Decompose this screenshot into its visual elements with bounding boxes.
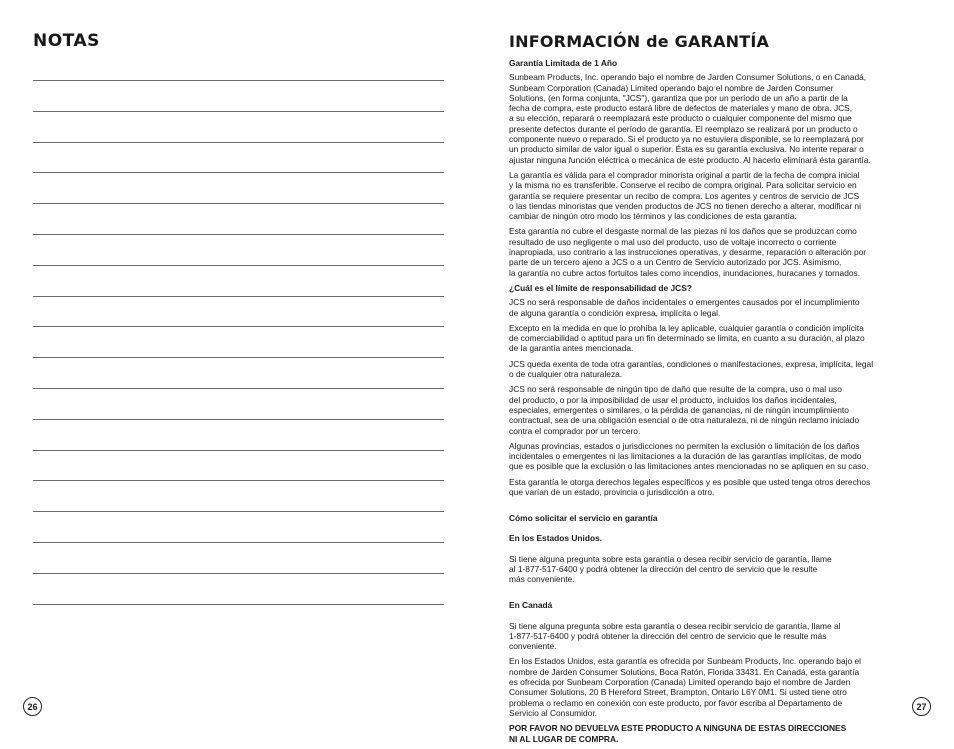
note-line <box>33 172 444 203</box>
warranty-title: INFORMACIÓN de GARANTÍA <box>509 32 770 51</box>
warranty-paragraph: Sunbeam Products, Inc. operando bajo el nombre de Jarden Consumer Solutions, o en Canadá, Sunbeam Corporation (Canada) Limited operando bajo el nombre de Jarden Consumer Solutions, (en forma conjunta, "JCS"), garantiza que por un período de un año a partir de la fecha de compra, este producto estará libre de defectos de materiales y mano de obra. JCS, a su elección, reparará o reemplazará este producto o cualquier componente del mismo que presente defectos durante el período de garantía. El reemplazo se realizará por un producto o componente nuevo o reparado. Si el producto ya no estuviera disponible, se lo reemplazará por un producto similar de valor igual o superior. Ésta es su garantía exclusiva. No intente reparar o ajustar ninguna función eléctrica o mecánica de este producto. Al hacerlo elimínará ésta garantía. <box>509 72 871 165</box>
note-line <box>33 326 444 357</box>
note-line <box>33 480 444 511</box>
note-line <box>33 604 444 605</box>
canada-service-text: Si tiene alguna pregunta sobre esta garantía o desea recibir servicio de garantía, llame al 1-877-517-6400 y podrá obtener la dirección del centro de servicio que le resulte más conveniente. <box>509 620 841 652</box>
note-line <box>33 419 444 450</box>
liability-heading: ¿Cuál es el límite de responsabilidad de JCS? <box>509 282 692 293</box>
warranty-paragraph: JCS no será responsable de daños incidentales o emergentes causados por el incumplimiento de alguna garantía o condición expresa, implícita o legal. <box>509 297 860 318</box>
warranty-paragraph: Excepto en la medida en que lo prohíba la ley aplicable, cualquier garantía o condición implícita de comerciabilidad o aptitud para un fin determinado se limita, en cuanto a su duración, al plazo de la garantía antes mencionada. <box>509 322 865 354</box>
warranty-paragraph: La garantía es válida para el comprador minorista original a partir de la fecha de compra inicial y la misma no es transferible. Conserve el recibo de compra original. Para solicitar servicio en garantía se requiere presentar un recibo de compra. Los agentes y centros de servicio de JCS o las tiendas minoristas que venden productos de JCS no tienen derecho a alterar, modificar ni cambiar de ningún otro modo los términos y las condiciones de esta garantía. <box>509 169 861 222</box>
notes-page <box>0 0 477 738</box>
canada-heading: En Canadá <box>509 599 553 610</box>
note-line <box>33 80 444 111</box>
note-line <box>33 573 444 604</box>
warranty-subtitle: Garantía Limitada de 1 Año <box>509 58 618 68</box>
us-service-text: Si tiene alguna pregunta sobre esta garantía o desea recibir servicio de garantía, llame al 1-877-517-6400 y podrá obtener la dirección del centro de servicio que le resulte más conveniente. <box>509 553 832 585</box>
return-notice: POR FAVOR NO DEVUELVA ESTE PRODUCTO A NINGUNA DE ESTAS DIRECCIONES NI AL LUGAR DE COMPRA. <box>509 723 847 744</box>
note-line <box>33 111 444 142</box>
note-line <box>33 388 444 419</box>
warranty-paragraph: JCS queda exenta de toda otra garantías, condiciones o manifestaciones, expresa, implícita, legal o de cualquier otra naturaleza. <box>509 358 874 380</box>
warranty-page <box>477 0 954 744</box>
note-line <box>33 296 444 327</box>
us-heading: En los Estados Unidos. <box>509 533 603 544</box>
note-line <box>33 265 444 296</box>
warranty-paragraph: Algunas provincias, estados o jurisdicciones no permiten la exclusión o limitación de los daños incidentales o emergentes ni las limitaciones a la duración de las garantías implícitas, de modo que es posible que la exclusión o las limitaciones antes mencionadas no se apliquen en su caso. <box>509 440 869 472</box>
service-heading: Cómo solicitar el servicio en garantía <box>509 512 658 523</box>
note-line <box>33 203 444 234</box>
warranty-paragraph: JCS no será responsable de ningún tipo de daño que resulte de la compra, uso o mal uso del producto, o por la imposibilidad de usar el producto, incluidos los daños incidentales, especiales, emergentes o similares, o la pérdida de ganancias, ni de ningún incumplimiento contractual, sea de una obligación esencial o de otra naturaleza, ni de ningún reclamo iniciado contra el comprador por un tercero. <box>509 384 860 436</box>
warranty-paragraph: Esta garantía no cubre el desgaste normal de las piezas ni los daños que se produzcan como resultado de uso negligente o mal uso del producto, uso de voltaje incorrecto o corriente inapropiada, uso contrario a las instrucciones operativas, y desarme, reparación o alteración por parte de un tercero ajeno a JCS o a un Centro de Servicio autorizado por JCS. Asimismo, la garantía no cubre actos fortuitos tales como incendios, inundaciones, huracanes y tornados. <box>509 226 867 278</box>
note-line <box>33 511 444 542</box>
notes-lines <box>33 80 444 605</box>
note-line <box>33 142 444 173</box>
notes-title: NOTAS <box>33 31 100 51</box>
page-number-left: 26 <box>23 697 42 716</box>
warranty-paragraph: Esta garantía le otorga derechos legales específicos y es posible que usted tenga otros derechos que varían de un estado, provincia o jurisdicción a otro. <box>509 476 871 497</box>
page-number-right: 27 <box>912 697 931 716</box>
warranty-body <box>509 58 921 749</box>
note-line <box>33 542 444 573</box>
warranty-paragraph: En los Estados Unidos, esta garantía es ofrecida por Sunbeam Products, Inc. operando bajo el nombre de Jarden Consumer Solutions, Boca Ratón, Florida 33431. En Canadá, esta garantía es ofrecida por Sunbeam Corporation (Canada) Limited operando bajo el nombre de Jarden Consumer Solutions, 20 B Hereford Street, Brampton, Ontario L6Y 0M1. Si usted tiene otro problema o reclamo en conexión con este producto, por favor escriba al Departamento de Servicio al Consumidor. <box>509 656 861 718</box>
note-line <box>33 234 444 265</box>
note-line <box>33 357 444 388</box>
note-line <box>33 450 444 481</box>
